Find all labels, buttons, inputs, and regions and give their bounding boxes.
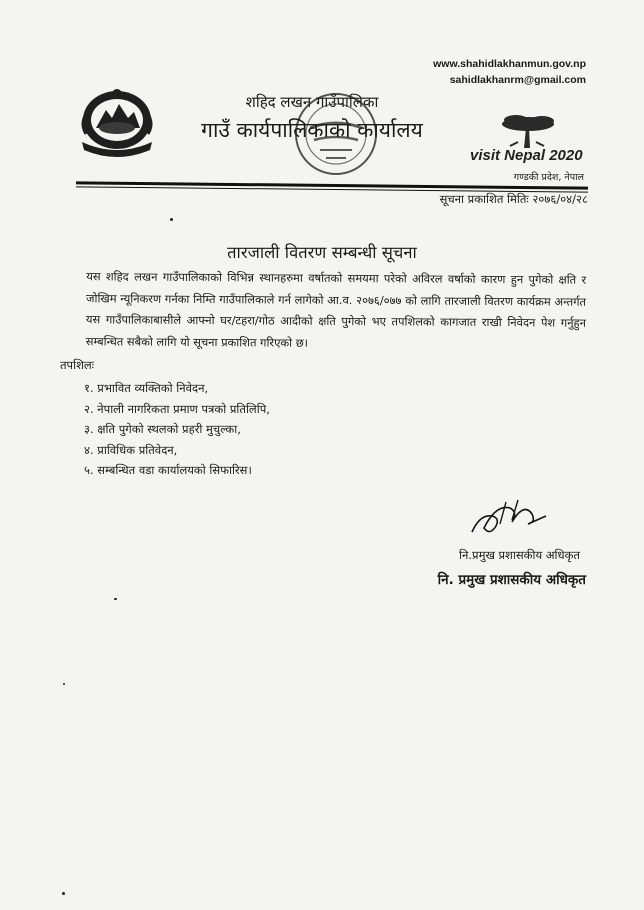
signatory-stamp: नि. प्रमुख प्रशासकीय अधिकृत [437, 572, 586, 588]
scan-speck [170, 218, 173, 221]
scan-speck [63, 683, 65, 685]
office-name: गाउँ कार्यपालिकाको कार्यालय [201, 118, 423, 142]
visit-nepal-logo-icon [466, 112, 584, 170]
website-link[interactable]: www.shahidlakhanmun.gov.np [433, 58, 586, 70]
office-stamp-icon [290, 88, 382, 180]
required-documents-list [84, 378, 270, 481]
publish-date-label: सूचना प्रकाशित मितिः [439, 192, 529, 206]
visit-nepal-logo-text: visit Nepal 2020 [470, 147, 583, 164]
province-label: गण्डकी प्रदेश, नेपाल [513, 172, 584, 183]
list-item: २. नेपाली नागरिकता प्रमाण पत्रको प्रतिलिपि, [84, 401, 270, 416]
notice-title: तारजाली वितरण सम्बन्धी सूचना [227, 243, 417, 262]
list-item: ४. प्राविधिक प्रतिवेदन, [84, 442, 178, 457]
notice-body: यस शहिद लखन गाउँपालिकाको विभिन्न स्थानहरुमा वर्षातको समयमा परेको अविरल वर्षाको कारण हुन पुगेको क्षति र जोखिम न्यूनिकरण गर्नका निम्ति गाउँपालिकाले गर्न लागेको आ.व. २०७६/०७७ को लागि तारजाली वितरण कार्यक्रम अन्तर्गत यस गाउँपालिकाबासीले आफ्नो घर/टहरा/गोठ आदीको क्षति पुगेको भए तपशिलको कागजात राखी निवेदन पेश गर्नुहुन सम्बन्धित सबैको लागि यो सूचना प्रकाशित गरिएको छ। [85, 269, 587, 350]
publish-date-value: २०७६/०४/२८ [532, 192, 588, 206]
details-label: तपशिलः [60, 358, 95, 372]
municipality-name: शहिद लखन गाउँपालिका [245, 93, 379, 111]
signatory-title: नि.प्रमुख प्रशासकीय अधिकृत [459, 548, 580, 562]
list-item: १. प्रभावित व्यक्तिको निवेदन, [84, 381, 209, 395]
scan-speck [114, 598, 117, 600]
scan-speck [62, 892, 65, 895]
email-link[interactable]: sahidlakhanrm@gmail.com [449, 74, 586, 86]
contact-block [433, 56, 586, 88]
signature-icon [466, 494, 550, 542]
list-item: ५. सम्बन्धित वडा कार्यालयको सिफारिस। [84, 463, 252, 477]
list-item: ३. क्षति पुगेको स्थलको प्रहरी मुचुल्का, [84, 422, 241, 436]
publish-date-line [440, 192, 588, 207]
